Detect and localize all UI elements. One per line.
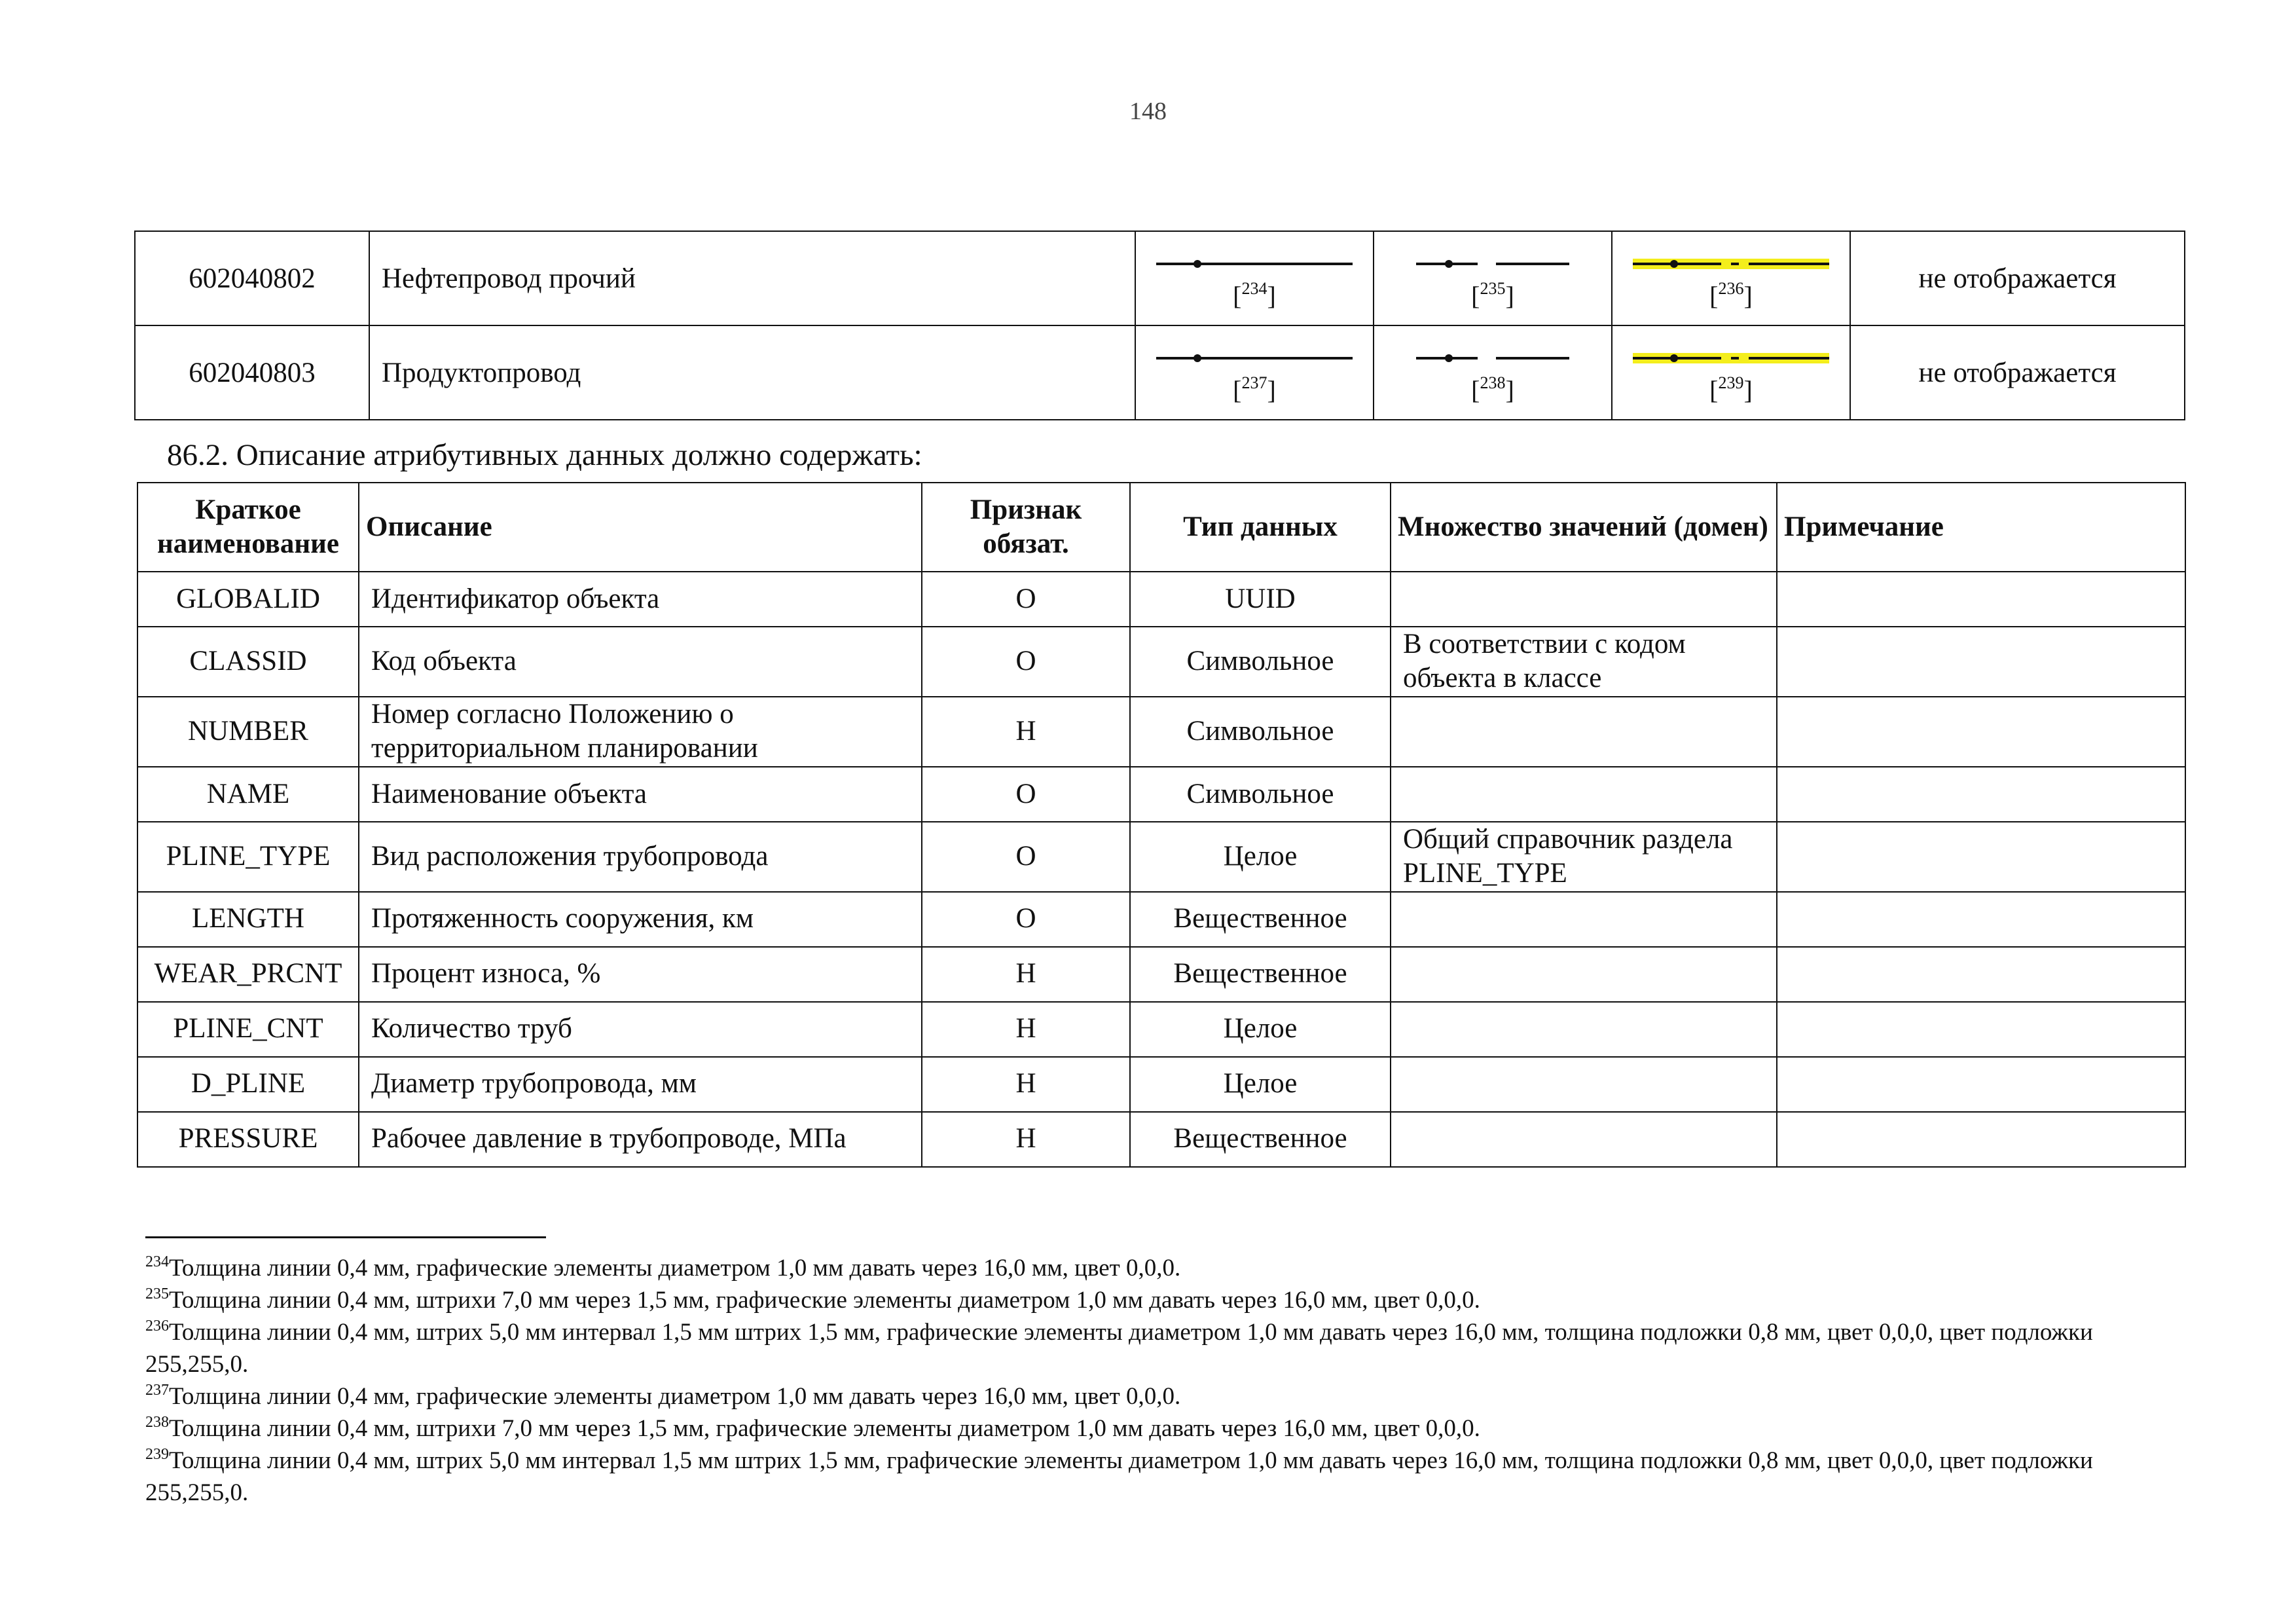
footnote-number: 238 [145,1414,169,1431]
attr-data-type: UUID [1130,572,1391,627]
table-row [137,822,2185,892]
footnote-ref: [$^{238}$] [1471,373,1514,405]
object-code: 602040803 [135,325,369,420]
header-short-name: Краткое наименование [137,483,359,572]
object-name: Продуктопровод [369,325,1135,420]
attr-required: Н [922,947,1130,1002]
attr-short-name: CLASSID [137,627,359,697]
attr-data-type: Вещественное [1130,947,1391,1002]
attr-description: Вид расположения трубопровода [359,822,922,892]
attr-domain: В соответствии с кодом объекта в классе [1391,627,1777,697]
attr-domain [1391,1057,1777,1112]
footnote-ref: [$^{234}$] [1233,279,1276,310]
header-domain: Множество значений (домен) [1391,483,1777,572]
table-row [137,947,2185,1002]
footnote [145,1445,2149,1509]
header-required: Признак обязат. [922,483,1130,572]
attr-short-name: NAME [137,767,359,822]
attr-domain: Общий справочник раздела PLINE_TYPE [1391,822,1777,892]
attr-description: Код объекта [359,627,922,697]
attr-short-name: LENGTH [137,892,359,947]
attr-description: Наименование объекта [359,767,922,822]
footnote-text: Толщина линии 0,4 мм, штрихи 7,0 мм через 1,5 мм, графические элементы диаметром 1,0 мм давать через 16,0 мм, цвет 0,0,0. [169,1415,1480,1442]
object-code: 602040802 [135,231,369,325]
attr-note [1777,892,2185,947]
header-data-type: Тип данных [1130,483,1391,572]
attr-required: Н [922,697,1130,767]
line-symbol [1385,333,1601,412]
attribute-table [137,482,2186,1168]
attr-note [1777,697,2185,767]
table-row [137,1002,2185,1057]
table-row [137,1112,2185,1167]
footnote-number: 237 [145,1382,169,1399]
symbols-table [134,231,2185,420]
symbol-cell [1612,231,1850,325]
footnote [145,1316,2149,1380]
attr-data-type: Символьное [1130,697,1391,767]
footnote-text: Толщина линии 0,4 мм, графические элементы диаметром 1,0 мм давать через 16,0 мм, цвет 0,0,0. [169,1383,1181,1410]
attr-short-name: PLINE_TYPE [137,822,359,892]
attr-short-name: NUMBER [137,697,359,767]
footnote-number: 236 [145,1318,169,1335]
attr-note [1777,947,2185,1002]
line-symbol [1623,333,1839,412]
attr-data-type: Символьное [1130,627,1391,697]
attr-note [1777,1057,2185,1112]
attr-required: О [922,892,1130,947]
attr-required: О [922,822,1130,892]
attr-description: Номер согласно Положению о территориальном планировании [359,697,922,767]
attr-description: Рабочее давление в трубопроводе, МПа [359,1112,922,1167]
line-symbol [1385,239,1601,318]
footnote-rule [145,1236,546,1238]
attr-domain [1391,572,1777,627]
attr-domain [1391,767,1777,822]
attr-data-type: Целое [1130,822,1391,892]
footnote-text: Толщина линии 0,4 мм, штрихи 7,0 мм через 1,5 мм, графические элементы диаметром 1,0 мм давать через 16,0 мм, цвет 0,0,0. [169,1287,1480,1314]
attr-domain [1391,947,1777,1002]
attr-data-type: Символьное [1130,767,1391,822]
attr-required: О [922,767,1130,822]
symbol-row [135,325,2185,420]
footnote [145,1380,2149,1412]
attr-description: Процент износа, % [359,947,922,1002]
attr-domain [1391,697,1777,767]
attr-required: О [922,572,1130,627]
line-symbol [1623,239,1839,318]
page-number: 148 [1129,98,1167,125]
line-symbol [1146,333,1362,412]
table-row [137,892,2185,947]
attr-domain [1391,1002,1777,1057]
attr-note [1777,1002,2185,1057]
attr-domain [1391,892,1777,947]
object-name: Нефтепровод прочий [369,231,1135,325]
footnote-ref: [$^{239}$] [1709,373,1753,405]
symbol-cell [1135,231,1374,325]
attr-short-name: GLOBALID [137,572,359,627]
header-note: Примечание [1777,483,2185,572]
footnote-ref: [$^{235}$] [1471,279,1514,310]
attr-domain [1391,1112,1777,1167]
line-symbol [1146,239,1362,318]
table-row [137,767,2185,822]
footnote-ref: [$^{237}$] [1233,373,1276,405]
attr-required: Н [922,1112,1130,1167]
header-description: Описание [359,483,922,572]
attr-data-type: Целое [1130,1002,1391,1057]
footnotes [145,1252,2149,1509]
symbol-cell [1135,325,1374,420]
attr-note [1777,1112,2185,1167]
footnote [145,1284,2149,1316]
attr-data-type: Вещественное [1130,1112,1391,1167]
attr-note [1777,822,2185,892]
attr-note [1777,767,2185,822]
symbol-row [135,231,2185,325]
attr-data-type: Вещественное [1130,892,1391,947]
display-status: не отображается [1850,325,2185,420]
footnote-number: 239 [145,1446,169,1463]
footnote [145,1412,2149,1445]
attr-note [1777,572,2185,627]
attr-short-name: D_PLINE [137,1057,359,1112]
symbol-cell [1374,325,1612,420]
table-row [137,1057,2185,1112]
attr-short-name: PRESSURE [137,1112,359,1167]
attr-description: Протяженность сооружения, км [359,892,922,947]
attr-note [1777,627,2185,697]
table-row [137,627,2185,697]
attr-required: Н [922,1057,1130,1112]
footnote-number: 235 [145,1285,169,1302]
symbol-cell [1612,325,1850,420]
attr-data-type: Целое [1130,1057,1391,1112]
section-heading: 86.2. Описание атрибутивных данных должно содержать: [167,438,922,472]
footnote-ref: [$^{236}$] [1709,279,1753,310]
table-row [137,697,2185,767]
attr-short-name: PLINE_CNT [137,1002,359,1057]
display-status: не отображается [1850,231,2185,325]
symbol-cell [1374,231,1612,325]
table-row [137,572,2185,627]
attribute-table-header [137,483,2185,572]
footnote-text: Толщина линии 0,4 мм, штрих 5,0 мм интервал 1,5 мм штрих 1,5 мм, графические элементы диаметром 1,0 мм давать через 16,0 мм, толщина подложки 0,8 мм, цвет 0,0,0, цвет подложки 255,255,0. [145,1447,2093,1506]
attr-short-name: WEAR_PRCNT [137,947,359,1002]
footnote-text: Толщина линии 0,4 мм, графические элементы диаметром 1,0 мм давать через 16,0 мм, цвет 0,0,0. [169,1255,1181,1282]
attr-required: О [922,627,1130,697]
footnote-number: 234 [145,1253,169,1270]
attr-required: Н [922,1002,1130,1057]
footnote [145,1252,2149,1284]
attr-description: Количество труб [359,1002,922,1057]
attr-description: Диаметр трубопровода, мм [359,1057,922,1112]
footnote-text: Толщина линии 0,4 мм, штрих 5,0 мм интервал 1,5 мм штрих 1,5 мм, графические элементы диаметром 1,0 мм давать через 16,0 мм, толщина подложки 0,8 мм, цвет 0,0,0, цвет подложки 255,255,0. [145,1319,2093,1378]
attr-description: Идентификатор объекта [359,572,922,627]
